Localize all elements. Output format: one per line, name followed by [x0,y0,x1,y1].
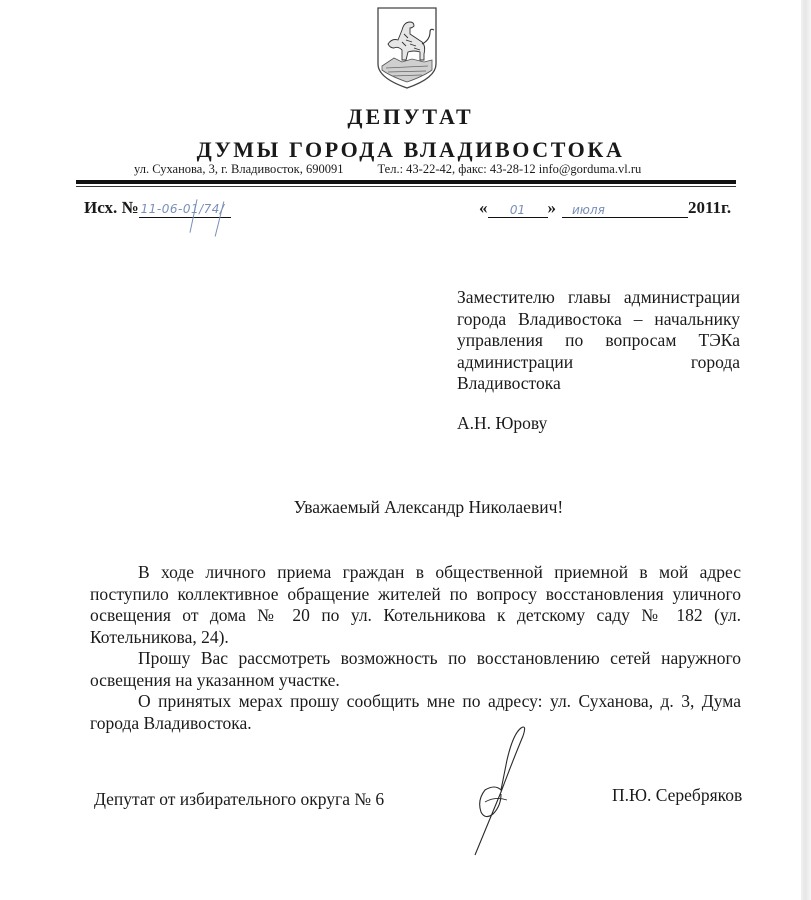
addressee-line: города Владивостока – начальнику [457,308,740,329]
addressee-line: Владивостока [457,373,561,393]
recipient-name: А.Н. Юрову [457,413,548,433]
date-day-field [488,199,548,218]
letterhead-address: ул. Суханова, 3, г. Владивосток, 690091 [134,162,344,176]
letterhead-rule-thick [76,180,736,184]
greeting-text: Уважаемый Александр Николаевич! [293,497,564,517]
signatory-name: П.Ю. Серебряков [612,785,743,805]
outgoing-number-value: 11-06-01/74/ [140,202,225,216]
outgoing-number-field [139,199,231,218]
addressee-line: управления по вопросам ТЭКа [457,330,740,350]
letterhead-subtitle: ДУМЫ ГОРОДА ВЛАДИВОСТОКА [196,137,625,162]
addressee-block [457,287,740,395]
handwritten-signature-icon [455,720,545,860]
body-paragraph: В ходе личного приема граждан в общественной приемной в мой адрес поступило коллективное обращение жителей по вопросу восстановления уличного освещения от дома № 20 по ул. Котельникова к детскому саду № 182 (ул. Котельникова, 24). [90,562,741,647]
body-paragraph: О принятых мерах прошу сообщить мне по адресу: ул. Суханова, д. 3, Дума города Владивостока. [90,691,741,733]
date-month-field [562,199,688,218]
letterhead-title: ДЕПУТАТ [347,104,474,129]
greeting [0,497,811,518]
outgoing-number [84,198,231,218]
body-paragraph: Прошу Вас рассмотреть возможность по восстановлению сетей наружного освещения на указанном участке. [90,648,741,690]
date-month-value: июля [572,203,605,217]
outgoing-number-label: Исх. № [84,198,139,217]
date-close-quote: » [547,198,556,217]
coat-of-arms-icon [374,4,440,90]
letter-body [90,562,741,734]
letterhead-contacts [134,162,641,177]
signatory-position: Депутат от избирательного округа № 6 [94,789,385,809]
letterhead-phones: Тел.: 43-22-42, факс: 43-28-12 info@gorduma.vl.ru [377,162,642,176]
letterhead-rule-thin [76,186,736,187]
letter-date [479,198,731,218]
scan-edge-shadow [801,0,811,900]
date-open-quote: « [479,198,488,217]
date-year: 2011г. [688,198,732,217]
date-day-value: 01 [509,203,526,217]
addressee-line: администрации города [457,351,740,372]
addressee-line: Заместителю главы администрации [457,287,740,307]
